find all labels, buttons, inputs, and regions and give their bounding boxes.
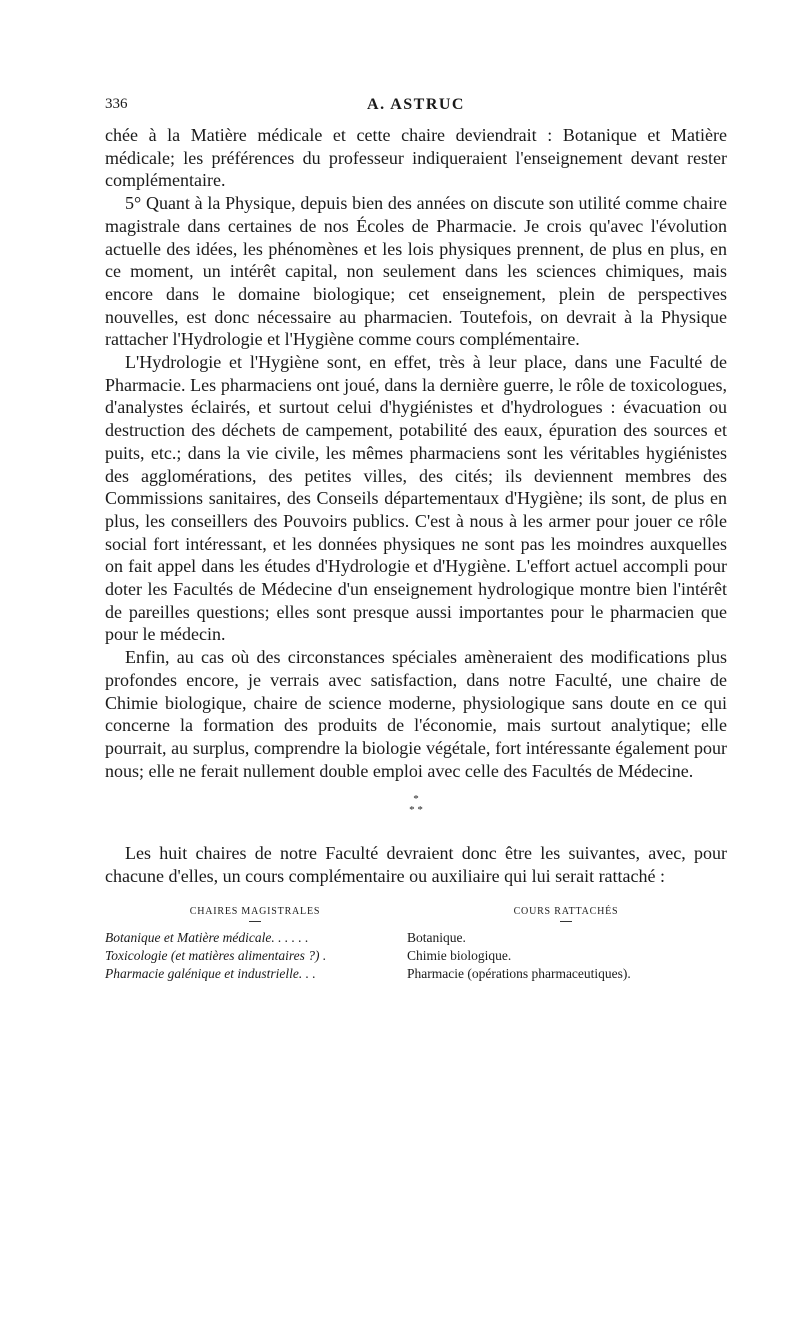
running-title: A. ASTRUC — [367, 96, 465, 113]
section-separator — [105, 794, 727, 816]
paragraph: L'Hydrologie et l'Hygiène sont, en effet, très à leur place, dans une Faculté de Pharmacie. Les pharmaciens ont joué, dans la dernière guerre, le rôle de toxicologues, d'analystes éclairés, et surtout celui d'hygiénistes et d'hydrologues : évacuation ou destruction des déchets de campement, potabilité des eaux, épuration des sources et puits, etc.; dans la vie civile, les mêmes pharmaciens sont les véritables hygiénistes des agglomérations, des petites villes, des cités; ils deviennent membres des Commissions sanitaires, des Conseils départementaux d'Hygiène; ils sont, de plus en plus, les conseillers des Pouvoirs publics. C'est à nous à les armer pour jouer ce rôle social fort intéressant, et les données physiques ne sont pas les moindres auxquelles on fait appel dans les études d'Hydrologie et d'Hygiène. L'effort actuel accompli pour doter les Facultés de Médecine d'un enseignement hydrologique montre bien l'intérêt de pareilles questions; elles sont presque aussi importantes pour le pharmacien que pour le médecin. — [105, 352, 727, 645]
paragraph: Enfin, au cas où des circonstances spéciales amèneraient des modifications plus profondes encore, je verrais avec satisfaction, dans notre Faculté, une chaire de Chimie biologique, chaire de science moderne, physiologique sans doute en ce qui concerne la formation des produits de l'économie, mais surtout analytique; elle pourrait, au surplus, comprendre la biologie végétale, fort intéressante également pour nous; elle ne ferait nullement double emploi avec celle des Facultés de Médecine. — [105, 647, 727, 781]
table-header-left: CHAIRES MAGISTRALES — [189, 905, 321, 917]
page — [105, 96, 727, 983]
separator-star-top: * — [413, 793, 419, 806]
header-underline — [105, 917, 727, 929]
course-name: Chimie biologique. — [407, 947, 512, 963]
paragraph: Les huit chaires de notre Faculté devraient donc être les suivantes, avec, pour chacune d'elles, un cours complémentaire ou auxiliaire qui lui serait rattaché : — [105, 843, 727, 887]
table-row — [105, 929, 727, 947]
body-text — [105, 124, 727, 888]
table-row — [105, 965, 727, 983]
course-name: Botanique. — [407, 929, 466, 945]
page-number: 336 — [105, 96, 128, 112]
chair-name: Pharmacie galénique et industrielle. . . — [105, 965, 316, 981]
chairs-table — [105, 906, 727, 983]
chair-name: Toxicologie (et matières alimentaires ?) . — [105, 947, 327, 963]
page-header — [105, 96, 727, 124]
table-row — [105, 947, 727, 965]
table-header-right: COURS RATTACHÉS — [513, 905, 619, 917]
course-name: Pharmacie (opérations pharmaceutiques). — [407, 965, 631, 981]
paragraph: 5° Quant à la Physique, depuis bien des années on discute son utilité comme chaire magistrale dans certaines de nos Écoles de Pharmacie. Je crois qu'avec l'évolution actuelle des idées, les phénomènes et les lois physiques prennent, de plus en plus, en ce moment, un intérêt capital, non seulement dans les sciences chimiques, mais encore dans le domaine biologique; cet enseignement, plein de perspectives nouvelles, est donc nécessaire au pharmacien. Toutefois, on devrait à la Physique rattacher l'Hydrologie et l'Hygiène comme cours complémentaire. — [105, 193, 727, 350]
table-header-row — [105, 906, 727, 917]
dash-left — [249, 921, 261, 922]
chair-name: Botanique et Matière médicale. . . . . . — [105, 929, 309, 945]
dash-right — [560, 921, 572, 922]
paragraph: chée à la Matière médicale et cette chaire deviendrait : Botanique et Matière médicale; les préférences du professeur indiqueraient l'enseignement devant rester complémentaire. — [105, 125, 727, 191]
separator-stars-bottom: * * — [409, 804, 423, 817]
